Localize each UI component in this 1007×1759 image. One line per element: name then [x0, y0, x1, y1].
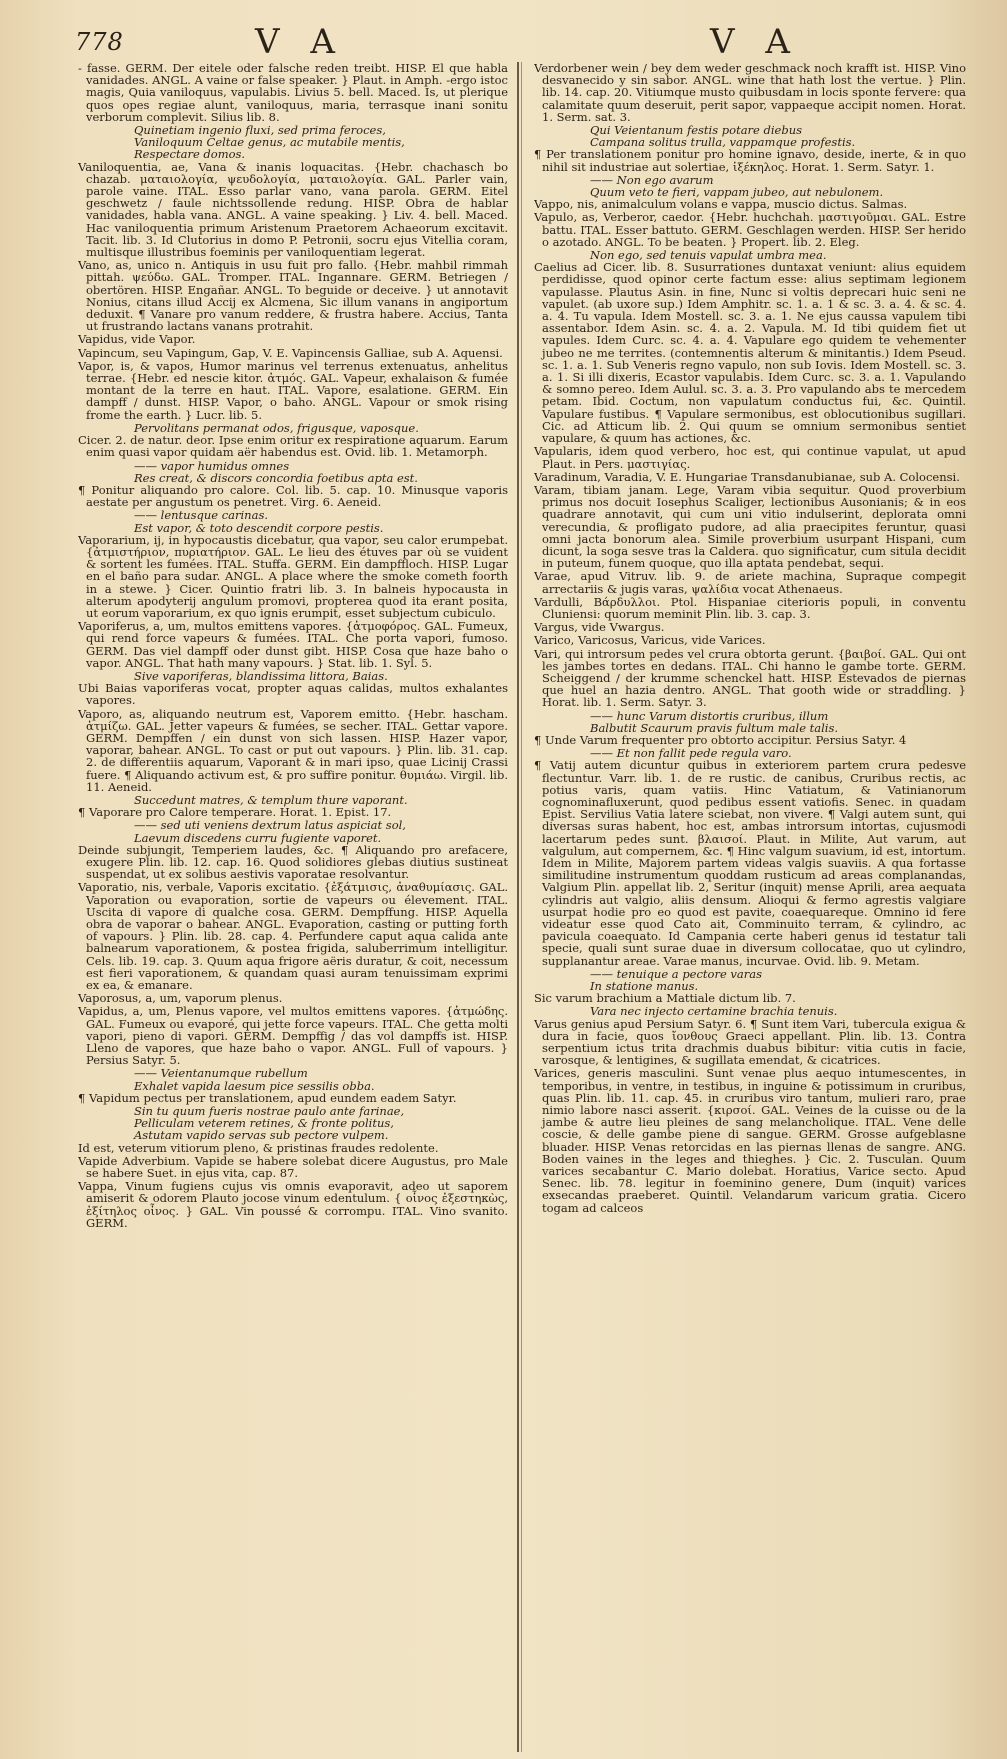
dictionary-entry: Varus genius apud Persium Satyr. 6. ¶ Sunt item Vari, tubercula exigua & dura in facie, quos ἴονθους Graeci appellant. Plin. lib. 13. Contra serpentium ictus trita drachmis duabus bibitur: vitia cutis in facie, varosque, & lentigines, & sugillata emendat, & cicatrices. — [534, 1016, 966, 1068]
dictionary-entry: Varadinum, Varadia, V. E. Hungariae Transdanubianae, sub A. Colocensi. — [534, 469, 960, 484]
dictionary-entry: Vapor, is, & vapos, Humor marinus vel terrenus extenuatus, anhelitus terrae. {Hebr. ed nescie kitor. ἀτμός. GAL. Vapeur, exhalaison & fumée montant de la terre en haut. ITAL. Vapore, esalatione. GERM. Ein dampff / dunst. HISP. Vapor, o baho. ANGL. Vapour or smok rising frome the earth. } Lucr. lib. 5. — [78, 358, 508, 422]
dictionary-entry: Vapulo, as, Verberor, caedor. {Hebr. huchchah. μαστιγοῦμαι. GAL. Estre battu. ITAL. Esser battuto. GERM. Geschlagen werden. HISP. Ser herido o azotado. ANGL. To be beaten. } Propert. lib. 2. Eleg. — [534, 210, 966, 249]
verse-quotation: Balbutit Scaurum pravis fultum male talis. — [590, 720, 839, 735]
running-head-right: V A — [710, 22, 800, 62]
verse-quotation: —— sed uti veniens dextrum latus aspiciat sol, — [134, 818, 406, 833]
dictionary-entry: Vaporatio, nis, verbale, Vaporis excitatio. {ἐξάτμισις, ἀναθυμίασις. GAL. Vaporation ou evaporation, sortie de vapeurs ou élevement. ITAL. Uscita di vapore di qualche cosa. GERM. Dempffung. HISP. Aquella obra de vaporar o bahear. ANGL. Evaporation, casting or putting forth of vapours. } Plin. lib. 28. cap. 4. Perfundere caput aqua calida ante balnearum vaporationem, & postea frigida, saluberrimum intelligitur. Cels. lib. 19. cap. 3. Quum aqua frigore aëris duratur, & coit, necessum est fieri vaporationem, & quandam quasi auram tenuissimam exprimi ex ea, & emanare. — [78, 880, 508, 993]
dictionary-entry: - fasse. GERM. Der eitele oder falsche reden treibt. HISP. El que habla vanidades. ANGL. A vaine or false speaker. } Plaut. in Amph. -ergo istoc magis, Quia vaniloquus, vapulabis. Livius 5. bell. Maced. Is, ut plerique quos opes regiae alunt, vaniloquus, maria, terrasque inani sonitu verborum complevit. Silius lib. 8. — [78, 62, 508, 124]
dictionary-entry: Ubi Baias vaporiferas vocat, propter aquas calidas, multos exhalantes vapores. — [78, 681, 508, 708]
dictionary-entry: Vapincum, seu Vapingum, Gap, V. E. Vapincensis Galliae, sub A. Aquensi. — [78, 345, 503, 360]
dictionary-entry: ¶ Unde Varum frequenter pro obtorto accipitur. Persius Satyr. 4 — [534, 732, 907, 747]
dictionary-entry: Id est, veterum vitiorum pleno, & pristinas fraudes redolente. — [78, 1140, 439, 1155]
verse-quotation: —— vapor humidus omnes — [134, 458, 290, 473]
dictionary-entry: Vappa, Vinum fugiens cujus vis omnis evaporavit, adeo ut saporem amiserit & odorem Plauto jocose vinum edentulum. { οἶνος ἐξεστηκὼς, ἐξίτηλος οἶνος. } GAL. Vin poussé & corrompu. ITAL. Vino svanito. GERM. — [78, 1179, 508, 1230]
dictionary-entry: Sic varum brachium a Mattiale dictum lib. 7. — [534, 991, 796, 1006]
dictionary-entry: Vaporarium, ij, in hypocaustis dicebatur, qua vapor, seu calor erumpebat. {ἀτμιστήριον, πυριατήριον. GAL. Le lieu des étuves par où se vuident & sortent les fumées. ITAL. Stuffa. GERM. Ein dampffloch. HISP. Lugar en el baño para sudar. ANGL. A place where the smoke cometh foorth in a stewe. } Cicer. Quintio fratri lib. 3. In balneis hypocausta in alterum apodyterij angulum promovi, propterea quod ita erant posita, ut eorum vaporarium, ex quo ignis erumpit, esset subjectum cubiculo. — [78, 532, 508, 620]
dictionary-entry: ¶ Ponitur aliquando pro calore. Col. lib. 5. cap. 10. Minusque vaporis aestate per angustum os penetret. Virg. 6. Aeneid. — [78, 482, 508, 510]
verse-quotation: Sive vaporiferas, blandissima littora, Baias. — [134, 668, 388, 683]
verse-quotation: Vaniloquum Celtae genus, ac mutabile mentis, — [134, 135, 405, 150]
dictionary-entry: ¶ Per translationem ponitur pro homine ignavo, deside, inerte, & in quo nihil sit industriae aut solertiae, ἰξέκηλος. Horat. 1. Serm. Satyr. 1. — [534, 147, 966, 174]
left-column — [78, 62, 508, 1752]
verse-quotation: Laevum discedens curru fugiente vaporet. — [134, 830, 382, 845]
dictionary-entry: Vardulli, Βάρδυλλοι. Ptol. Hispaniae citerioris populi, in conventu Cluniensi: quorum meminit Plin. lib. 3. cap. 3. — [534, 594, 966, 621]
dictionary-entry: Vaporo, as, aliquando neutrum est, Vaporem emitto. {Hebr. hascham. ἀτμίζω. GAL. Jetter vapeurs & fumées, se secher. ITAL. Gettar vapore. GERM. Dempffen / ein dunst von sich lassen. HISP. Hazer vapor, vaporar, bahear. ANGL. To cast or put out vapours. } Plin. lib. 31. cap. 2. de differentiis aquarum, Vaporant & in mari ipso, quae Licinij Crassi fuere. ¶ Aliquando activum est, & pro suffire ponitur. θυμιάω. Virgil. lib. 11. Aeneid. — [78, 706, 508, 794]
dictionary-entry: Vaniloquentia, ae, Vana & inanis loquacitas. {Hebr. chachasch bo chazab. ματαιολογία, ψευδολογία, ματαιολογία. GAL. Parler vain, parole vaine. ITAL. Esso parlar vano, vana parola. GERM. Eitel geschwetz / faule nichtssollende redung. HISP. Obra de hablar vanidades, habla vana. ANGL. A vaine speaking. } Liv. 4. bell. Maced. Hac vaniloquentia primum Aristenum Praetorem Achaeorum excitavit. Tacit. lib. 3. Id Clutorius in domo P. Petronii, socru ejus Vitellia coram, multisque illustribus foeminis per vaniloquentiam legerat. — [78, 159, 508, 260]
dictionary-entry: Vappo, nis, animalculum volans e vappa, muscio dictus. Salmas. — [534, 197, 908, 212]
dictionary-entry: Varam, tibiam janam. Lege, Varam vibia sequitur. Quod proverbium primus nos docuit Iosephus Scaliger, lectionibus Ausonianis; & in eos quadrare annotavit, qui cum uni vitio indulserint, deplorata omni verecundia, & profligato pudore, ad alia praecipites feruntur, quasi omni jacta bonorum alea. Simile proverbium usurpant Hispani, cum dicunt, la soga sesve tras la Caldera. quo significatur, cum situla decidit in puteum, funem quoque, quo illa aptata pendebat, sequi. — [534, 482, 966, 571]
dictionary-entry: Verdorbener wein / bey dem weder geschmack noch krafft ist. HISP. Vino desvanecido y sin sabor. ANGL. wine that hath lost the vertue. } Plin. lib. 14. cap. 20. Vitiumque musto quibusdam in locis sponte fervere: qua calamitate quum deseruit, perit sapor, vappaeque accipit nomen. Horat. 1. Serm. sat. 3. — [534, 62, 966, 124]
column-divider — [517, 62, 519, 1752]
dictionary-entry: Vano, as, unico n. Antiquis in usu fuit pro fallo. {Hebr. mahbil rimmah pittah. ψεύδω. GAL. Tromper. ITAL. Ingannare. GERM. Betriegen / obertören. HISP. Engañar. ANGL. To beguide or deceive. } ut annotavit Nonius, citans illud Accij ex Alcmena, Sic illum vanans in angiportum deduxit. ¶ Vanare pro vanum reddere, & frustra habere. Accius, Tanta ut frustrando lactans vanans protrahit. — [78, 258, 508, 334]
dictionary-entry: Vapide Adverbium. Vapide se habere solebat dicere Augustus, pro Male se habere Suet. in ejus vita, cap. 87. — [78, 1153, 508, 1181]
dictionary-entry: Caelius ad Cicer. lib. 8. Susurrationes duntaxat veniunt: alius equidem perdidisse, quod opinor certe factum esse: alius septimam legionem vapulasse. Plautus Asin. in fine, Nunc si voltis deprecari huic seni ne vapulet. (ab uxore sup.) Idem Amphitr. sc. 1. a. 1 & sc. 3. a. 4. & sc. 4. a. 4. Tu vapula. Idem Mostell. sc. 3. a. 1. Ne ejus caussa vapulem tibi assentabor. Idem Asin. sc. 4. a. 2. Vapula. M. Id tibi quidem fiet ut vapules. Idem Curc. sc. 4. a. 4. Vapulare ego quidem te vehementer jubeo ne me territes. (contemnentis alterum & minitantis.) Idem Pseud. sc. 1. a. 1. Sub Veneris regno vapulo, non sub Iovis. Idem Mostell. sc. 3. a. 1. Si illi dixeris, Ecastor vapulabis. Idem Curc. sc. 3. a. 1. Vapulando & somno pereo. Idem Aulul. sc. 3. a. 3. Pro vapulando abs te mercedem petam. Ibid. Coctum, non vapulatum conductus fui, &c. Quintil. Vapulare fustibus. ¶ Vapulare sermonibus, est oblocutionibus sugillari. Cic. ad Atticum lib. 2. Qui quum se omnium sermonibus sentiet vapulare, & quum has actiones, &c. — [534, 260, 966, 446]
dictionary-entry: Varices, generis masculini. Sunt venae plus aequo intumescentes, in temporibus, in ventre, in testibus, in inguine & potissimum in cruribus, quas Plin. lib. 11. cap. 45. in cruribus viro tantum, mulieri raro, prae nimio labore nasci asserit. {κιρσοί. GAL. Veines de la cuisse ou de la jambe & autre lieu pleines de sang melancholique. ITAL. Vene delle coscie, & delle gambe piene di sangue. GERM. Grosse aufgeblasne bluader. HISP. Venas retorcidas en las piernas llenas de sangre. ANG. Boden vaines in the leges and thieghes. } Cic. 2. Tusculan. Quum varices secabantur C. Mario dolebat. Horatius, Varice secto. Apud Senec. lib. 78. legitur in foeminino genere, Dum (inquit) varices exsecandas praeberet. Quintil. Velandarum varicum gratia. Cicero togam ad calceos — [534, 1066, 966, 1215]
dictionary-entry: Vapidus, a, um, Plenus vapore, vel multos emittens vapores. {ἀτμώδης. GAL. Fumeux ou evaporé, qui jette force vapeurs. ITAL. Che getta molti vapori, pieno di vapori. GERM. Dempffig / das vol dampffs ist. HISP. Lleno de vapores, que haze baho o vapor. ANGL. Full of vapours. } Persius Satyr. 5. — [78, 1004, 508, 1068]
dictionary-entry: Cicer. 2. de natur. deor. Ipse enim oritur ex respiratione aquarum. Earum enim quasi vapor quidam aër habendus est. Ovid. lib. 1. Metamorph. — [78, 433, 508, 460]
verse-quotation: Quum veto te fieri, vappam jubeo, aut nebulonem. — [590, 185, 884, 200]
dictionary-entry: Deinde subjungit, Temperiem laudes, &c. ¶ Aliquando pro arefacere, exugere Plin. lib. 12. cap. 16. Quod solidiores glebas diutius sustineat suspendat, ut ex solibus aestivis vaporatae resolvantur. — [78, 842, 508, 882]
verse-quotation: —— Veientanumque rubellum — [134, 1066, 308, 1081]
verse-quotation: —— Et non fallit pede regula varo. — [590, 746, 792, 761]
verse-quotation: Pelliculam veterem retines, & fronte politus, — [134, 1116, 394, 1131]
dictionary-entry: ¶ Vapidum pectus per translationem, apud eundem eadem Satyr. — [78, 1090, 457, 1105]
dictionary-entry: Vapularis, idem quod verbero, hoc est, qui continue vapulat, ut apud Plaut. in Pers. μαστιγίας. — [534, 444, 966, 471]
dictionary-entry: Varae, apud Vitruv. lib. 9. de ariete machina, Supraque compegit arrectariis & jugis varas, ψαλίδια vocat Athenaeus. — [534, 569, 966, 596]
dictionary-entry: Vargus, vide Vwargus. — [534, 620, 665, 635]
verse-quotation: —— tenuique a pectore varas — [590, 966, 763, 981]
dictionary-entry: Vapidus, vide Vapor. — [78, 332, 196, 347]
verse-quotation: —— Non ego avarum — [590, 172, 714, 187]
page-header — [0, 14, 1007, 60]
verse-quotation: Quinetiam ingenio fluxi, sed prima feroces, — [134, 123, 386, 138]
verse-quotation: In statione manus. — [590, 979, 699, 994]
verse-quotation: Campana solitus trulla, vappamque profestis. — [590, 135, 856, 150]
dictionary-entry: Varico, Varicosus, Varicus, vide Varices. — [534, 633, 766, 648]
verse-quotation: Vara nec injecto certamine brachia tenuis. — [590, 1004, 838, 1019]
page-number: 778 — [75, 28, 124, 56]
verse-quotation: Qui Veientanum festis potare diebus — [590, 123, 803, 138]
verse-quotation: Sin tu quum fueris nostrae paulo ante farinae, — [134, 1104, 405, 1119]
dictionary-entry: ¶ Vaporare pro Calore temperare. Horat. 1. Epist. 17. — [78, 805, 392, 820]
verse-quotation: Non ego, sed tenuis vapulat umbra mea. — [590, 248, 827, 263]
verse-quotation: Astutam vapido servas sub pectore vulpem. — [134, 1128, 389, 1143]
dictionary-entry: Vaporiferus, a, um, multos emittens vapores. {ἀτμοφόρος. GAL. Fumeux, qui rend force vapeurs & fumées. ITAL. Che porta vapori, fumoso. GERM. Das viel dampff oder dunst gibt. HISP. Cosa que haze baho o vapor. ANGL. That hath many vapours. } Stat. lib. 1. Syl. 5. — [78, 619, 508, 670]
right-column — [534, 62, 966, 1752]
verse-quotation: Succedunt matres, & templum thure vaporant. — [134, 792, 408, 807]
verse-quotation: —— lentusque carinas. — [134, 508, 268, 523]
verse-quotation: —— hunc Varum distortis cruribus, illum — [590, 708, 829, 723]
dictionary-entry: ¶ Vatij autem dicuntur quibus in exteriorem partem crura pedesve flectuntur. Varr. lib. 1. de re rustic. de canibus, Cruribus rectis, ac potius varis, quam vatiis. Hinc Vatiatum, & Vatinianorum cognominafluxerunt, quod pedibus essent vatiofis. Senec. in quadam Epist. Servilius Vatia latere sciebat, non vivere. ¶ Valgi autem sunt, qui diversas suras habent, hoc est, ambas introrsum intortas, cujusmodi lacertarum pedes sunt. βλαισοί. Plaut. in Milite, Aut varum, aut valgulum, aut compernem, &c. ¶ Hinc valgum suavium, id est, intortum. Idem in Milite, Majorem partem videas valgis suaviis. A qua fortasse similitudine instrumentum quoddam rusticum ad areas complanandas, Valgium Plin. appellat lib. 2, Seritur (inquit) mense Aprili, area aequata cylindris aut valgio, aliis densum. Alioqui & fermo agrestis valgiare usurpat hodie pro eo quod est pavite, coaequareque. Omnino id fere videatur esse quod Cato ait, Comminuito terram, & cylindro, ac pavicula coaequato. Id Campania certe haberi genus id testatur tali specie, quali sunt surae duae in diversum collocatae, quo ut cylindro, supplanantur areae. Varae manus, incurvae. Ovid. lib. 9. Metam. — [534, 758, 966, 968]
verse-quotation: Pervolitans permanat odos, frigusque, vaposque. — [134, 420, 419, 435]
verse-quotation: Exhalet vapida laesum pice sessilis obba. — [134, 1078, 375, 1093]
dictionary-entry: Vari, qui introrsum pedes vel crura obtorta gerunt. {βαιβοί. GAL. Qui ont les jambes tortes en dedans. ITAL. Chi hanno le gambe torte. GERM. Scheiggend / der krumme schenckel hatt. HISP. Estevados de piernas que huel an hazia dentro. ANGL. That gooth wide or straddling. } Horat. lib. 1. Serm. Satyr. 3. — [534, 646, 966, 710]
verse-quotation: Est vapor, & toto descendit corpore pestis. — [134, 520, 384, 535]
running-head-left: V A — [255, 22, 345, 62]
verse-quotation: Respectare domos. — [134, 147, 246, 162]
dictionary-entry: Vaporosus, a, um, vaporum plenus. — [78, 991, 283, 1006]
verse-quotation: Res creat, & discors concordia foetibus apta est. — [134, 470, 418, 485]
